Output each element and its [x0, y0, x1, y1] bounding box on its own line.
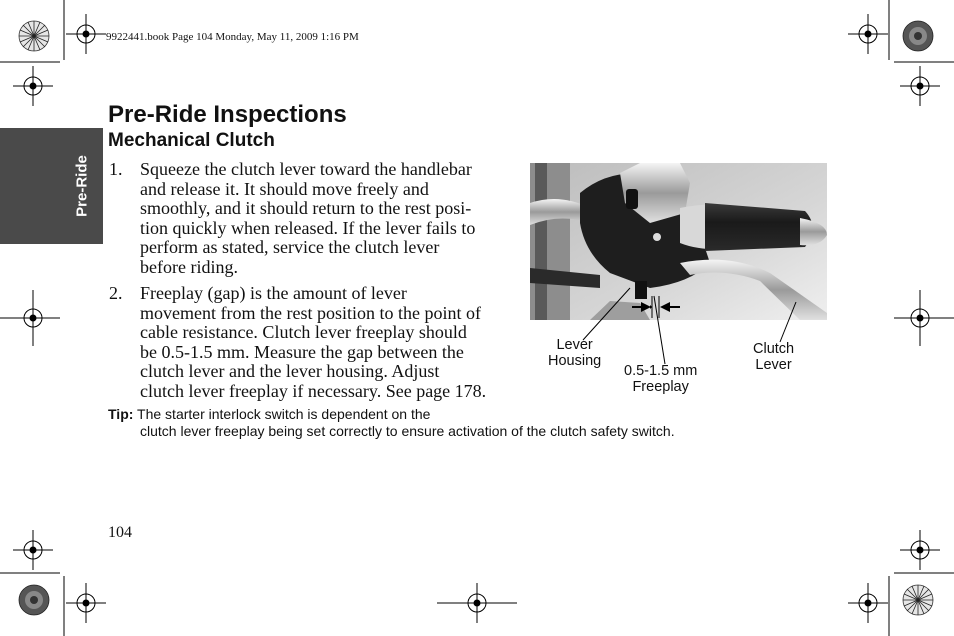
tip-line-1: The starter interlock switch is dependent on the — [137, 406, 431, 422]
step-line: and release it. It should move freely and — [140, 178, 429, 199]
tip-note — [108, 406, 675, 440]
callout-line: Housing — [548, 353, 602, 369]
step-line: Freeplay (gap) is the amount of lever — [140, 283, 407, 303]
step-1-number: 1. — [109, 159, 123, 179]
step-line: before riding. — [140, 256, 238, 277]
tip-line-2: clutch lever freeplay being set correctly to ensure activation of the clutch safety switch. — [140, 423, 675, 439]
step-line: movement from the rest position to the point of — [140, 302, 481, 323]
callout-freeplay — [624, 363, 697, 395]
step-line: perform as stated, service the clutch lever — [140, 237, 440, 258]
step-2-number: 2. — [109, 283, 123, 303]
callout-clutch-lever — [753, 341, 794, 373]
callout-lever-housing — [548, 337, 601, 369]
file-info-header: 9922441.book Page 104 Monday, May 11, 2009 1:16 PM — [106, 31, 359, 43]
step-line: Squeeze the clutch lever toward the handlebar — [140, 159, 472, 179]
tip-label: Tip: — [108, 406, 134, 422]
step-line: cable resistance. Clutch lever freeplay should — [140, 322, 467, 343]
callout-line: 0.5-1.5 mm — [624, 363, 698, 379]
step-line: clutch lever and the lever housing. Adjust — [140, 361, 440, 382]
page-title: Pre-Ride Inspections — [108, 101, 347, 128]
step-line: smoothly, and it should return to the rest posi- — [140, 198, 472, 219]
callout-line: Lever — [556, 337, 593, 353]
step-line: tion quickly when released. If the lever fails to — [140, 217, 476, 238]
callout-line: Lever — [755, 357, 792, 373]
callout-line: Freeplay — [632, 379, 689, 395]
side-tab-label: Pre-Ride — [73, 155, 91, 217]
step-line: clutch lever freeplay if necessary. See page 178. — [140, 380, 487, 401]
page-number: 104 — [108, 524, 132, 541]
step-line: be 0.5-1.5 mm. Measure the gap between the — [140, 341, 464, 362]
section-subtitle: Mechanical Clutch — [108, 130, 275, 151]
callout-line: Clutch — [753, 341, 795, 357]
